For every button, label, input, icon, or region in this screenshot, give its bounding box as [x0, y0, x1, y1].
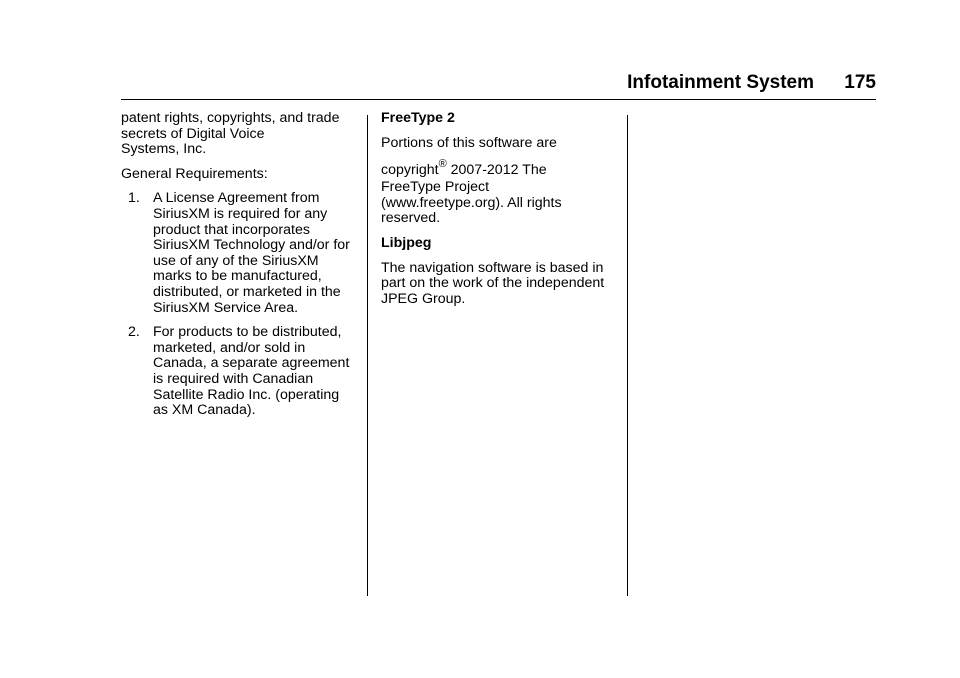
text-line: as XM Canada). — [153, 402, 256, 419]
text-line: SiriusXM Technology and/or for — [153, 237, 350, 254]
page-number: 175 — [844, 72, 876, 93]
text-line: SiriusXM Service Area. — [153, 299, 299, 316]
column-divider-right — [627, 115, 628, 596]
libjpeg-paragraph — [381, 261, 621, 308]
text-line: For products to be distributed, — [153, 324, 342, 341]
text-line: marketed, and/or sold in — [153, 339, 306, 356]
list-item — [121, 325, 357, 419]
copyright-suffix: 2007-2012 The — [446, 162, 547, 179]
freetype-heading: FreeType 2 — [381, 110, 455, 126]
continuation-paragraph — [121, 111, 357, 158]
registered-mark: ® — [438, 158, 447, 171]
header-rule — [121, 99, 876, 100]
requirements-list — [121, 191, 357, 418]
text-line: marks to be manufactured, — [153, 268, 322, 285]
text-line: Satellite Radio Inc. (operating — [153, 386, 340, 403]
text-line: Canada, a separate agreement — [153, 355, 350, 372]
section-title: Infotainment System — [627, 72, 814, 93]
column-left — [121, 111, 357, 428]
text-line: The navigation software is based in — [381, 259, 604, 276]
requirements-label: General Requirements: — [121, 165, 268, 182]
text-line: product that incorporates — [153, 221, 310, 238]
list-item-number: 2. — [128, 324, 140, 341]
text-line: reserved. — [381, 210, 441, 227]
text-line: SiriusXM is required for any — [153, 205, 328, 222]
text-line: (www.freetype.org). All rights — [381, 194, 562, 211]
text-line: A License Agreement from — [153, 190, 320, 207]
freetype-paragraph — [381, 136, 621, 152]
libjpeg-heading: Libjpeg — [381, 234, 432, 251]
text-line: JPEG Group. — [381, 290, 466, 307]
freetype-copyright-line — [381, 160, 621, 180]
text-line: use of any of the SiriusXM — [153, 252, 319, 269]
page-header — [0, 70, 960, 100]
text-line: Portions of this software are — [381, 134, 557, 151]
freetype-paragraph-rest — [381, 180, 621, 227]
text-line: is required with Canadian — [153, 370, 314, 387]
copyright-prefix: copyright — [381, 162, 439, 179]
list-item-number: 1. — [128, 190, 140, 207]
text-line: Systems, Inc. — [121, 141, 207, 158]
column-divider-left — [367, 115, 368, 596]
text-line: secrets of Digital Voice — [121, 125, 265, 142]
text-line: FreeType Project — [381, 179, 490, 196]
list-item — [121, 191, 357, 316]
text-line: part on the work of the independent — [381, 275, 605, 292]
text-line: distributed, or marketed in the — [153, 283, 341, 300]
column-middle — [381, 111, 621, 307]
text-line: patent rights, copyrights, and trade — [121, 110, 340, 126]
